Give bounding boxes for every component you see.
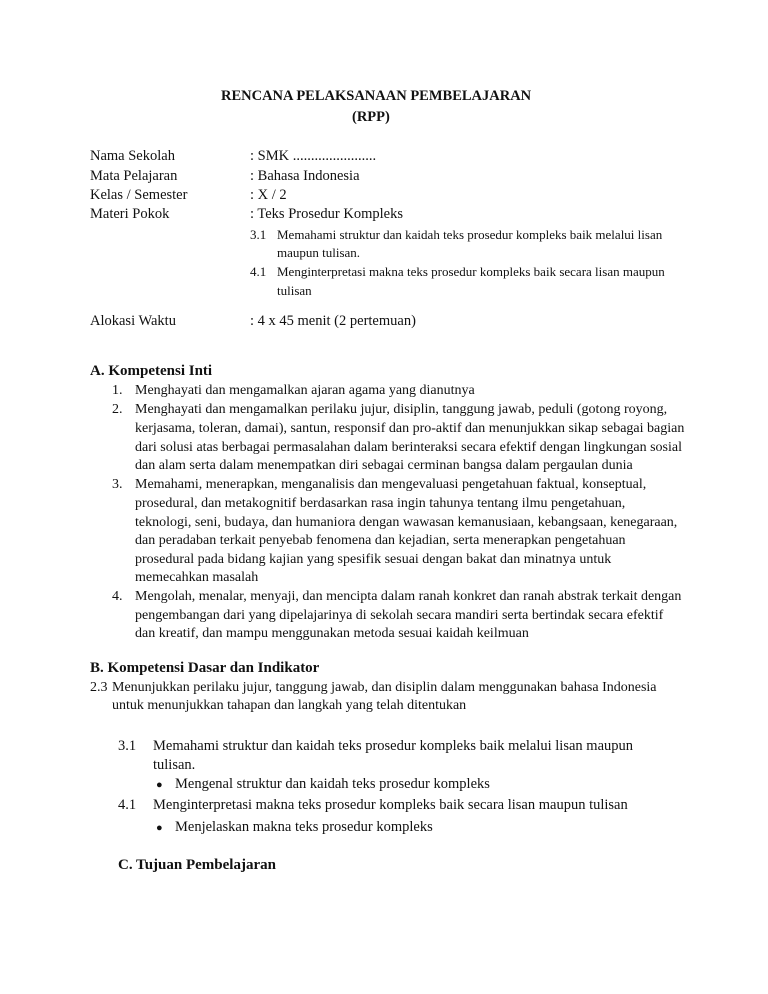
- school-value: : SMK .......................: [250, 148, 377, 164]
- document-title: RENCANA PELAKSANAAN PEMBELAJARAN: [221, 88, 532, 104]
- topic-point-text: maupun tulisan.: [277, 245, 361, 260]
- topic-value: : Teks Prosedur Kompleks: [250, 206, 403, 222]
- list-item-number: 3.: [112, 477, 123, 492]
- list-item-number: 4.: [112, 589, 123, 604]
- section-c-heading: C. Tujuan Pembelajaran: [118, 857, 276, 873]
- topic-point-number: 3.1: [250, 227, 267, 242]
- kd-text: Memahami struktur dan kaidah teks prosedur kompleks baik melalui lisan maupun: [153, 738, 634, 754]
- class-label: Kelas / Semester: [90, 187, 188, 203]
- list-item-text: memecahkan masalah: [135, 570, 259, 585]
- time-label: Alokasi Waktu: [90, 313, 176, 329]
- list-item-text: Memahami, menerapkan, menganalisis dan mengevaluasi pengetahuan faktual, konseptual,: [135, 477, 647, 492]
- list-item-text: Mengolah, menalar, menyaji, dan mencipta dalam ranah konkret dan ranah abstrak terkait dengan: [135, 589, 682, 604]
- kd-text: Menginterpretasi makna teks prosedur kompleks baik secara lisan maupun tulisan: [153, 797, 628, 813]
- list-item-number: 1.: [112, 383, 123, 398]
- list-item-text: teknologi, seni, budaya, dan humaniora dengan wawasan kemanusiaan, kebangsaan, kenegaraan,: [135, 515, 678, 530]
- topic-point-number: 4.1: [250, 264, 267, 279]
- kd-intro-text: Menunjukkan perilaku jujur, tanggung jawab, dan disiplin dalam menggunakan bahasa Indonesia: [112, 680, 657, 695]
- document-subtitle: (RPP): [352, 109, 390, 125]
- indicator-text: Menjelaskan makna teks prosedur kompleks: [175, 819, 433, 835]
- kd-number: 4.1: [118, 797, 137, 813]
- section-b-heading: B. Kompetensi Dasar dan Indikator: [90, 660, 320, 676]
- topic-point-text: tulisan: [277, 283, 312, 298]
- topic-point-text: Menginterpretasi makna teks prosedur kompleks baik secara lisan maupun: [277, 264, 665, 279]
- class-value: : X / 2: [250, 187, 287, 203]
- list-item-text: dan kreatif, dan mampu menggunakan metoda sesuai kaidah keilmuan: [135, 626, 529, 641]
- list-item-number: 2.: [112, 402, 123, 417]
- list-item-text: prosedural pada bidang kajian yang spesifik sesuai dengan bakat dan minatnya untuk: [135, 552, 612, 567]
- list-item-text: pengembangan dari yang dipelajarinya di sekolah secara mandiri serta bertindak secara efektif: [135, 608, 664, 623]
- kd-intro-number: 2.3: [90, 680, 108, 695]
- topic-point-text: Memahami struktur dan kaidah teks prosedur kompleks baik melalui lisan: [277, 227, 663, 242]
- subject-label: Mata Pelajaran: [90, 168, 178, 184]
- topic-label: Materi Pokok: [90, 206, 170, 222]
- kd-text: tulisan.: [153, 757, 196, 773]
- bullet-icon: ●: [156, 779, 163, 791]
- list-item-text: kerjasama, toleran, damai), santun, responsif dan pro-aktif dan menunjukkan sikap sebagai bagian: [135, 421, 685, 436]
- kd-number: 3.1: [118, 738, 137, 754]
- kd-intro-text: untuk menunjukkan tahapan dan langkah yang telah ditentukan: [112, 698, 467, 713]
- time-value: : 4 x 45 menit (2 pertemuan): [250, 313, 416, 329]
- list-item-text: dan peradaban terkait penyebab fenomena dan kejadian, serta menerapkan pengetahuan: [135, 533, 626, 548]
- bullet-icon: ●: [156, 822, 163, 834]
- section-a-heading: A. Kompetensi Inti: [90, 363, 213, 379]
- list-item-text: Menghayati dan mengamalkan ajaran agama yang dianutnya: [135, 383, 475, 398]
- list-item-text: dan alam serta dalam menempatkan diri sebagai cerminan bangsa dalam pergaulan dunia: [135, 458, 633, 473]
- school-label: Nama Sekolah: [90, 148, 175, 164]
- list-item-text: dari solusi atas berbagai permasalahan dalam berinteraksi secara efektif dengan lingkungan sosial: [135, 440, 682, 455]
- list-item-text: Menghayati dan mengamalkan perilaku jujur, disiplin, tanggung jawab, peduli (gotong royong,: [135, 402, 668, 417]
- indicator-text: Mengenal struktur dan kaidah teks prosedur kompleks: [175, 776, 490, 792]
- subject-value: : Bahasa Indonesia: [250, 168, 360, 184]
- list-item-text: prosedural, dan metakognitif berdasarkan rasa ingin tahunya tentang ilmu pengetahuan,: [135, 496, 626, 511]
